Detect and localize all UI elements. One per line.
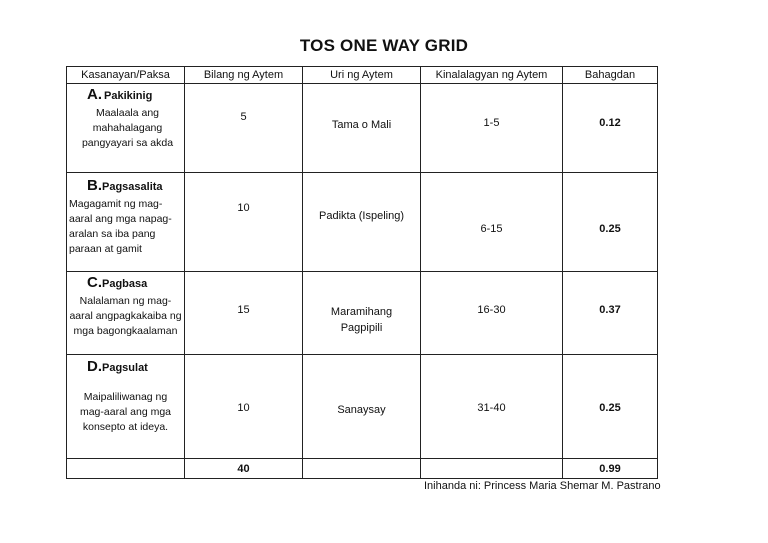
table-row <box>67 173 658 272</box>
topic-name: Pagsulat <box>102 362 148 374</box>
percent-value: 0.37 <box>599 304 621 316</box>
table-row <box>67 355 658 459</box>
percent-cell <box>563 355 658 459</box>
topic-description: Maalaala ang mahahalagang pangyayari sa akda <box>81 107 174 149</box>
type-cell <box>303 84 421 173</box>
items-cell <box>185 84 303 173</box>
totals-label-cell <box>67 459 185 479</box>
topic-letter: B. <box>87 177 102 194</box>
header-bilang: Bilang ng Aytem <box>185 67 303 84</box>
header-uri: Uri ng Aytem <box>303 67 421 84</box>
location-cell <box>421 173 563 272</box>
topic-letter: D. <box>87 358 102 375</box>
topic-cell <box>67 272 185 355</box>
percent-cell <box>563 272 658 355</box>
type-value: Sanaysay <box>337 404 386 416</box>
location-value: 6-15 <box>480 223 503 235</box>
percent-cell <box>563 173 658 272</box>
topic-letter: C. <box>87 274 102 291</box>
percent-cell <box>563 84 658 173</box>
type-value: Tama o Mali <box>331 119 392 131</box>
percent-value: 0.25 <box>599 402 621 414</box>
topic-name: Pakikinig <box>104 90 153 102</box>
topic-description: Magagamit ng mag- aaral ang mga napag- aralan sa iba pang paraan at gamit <box>69 198 172 255</box>
table-row <box>67 272 658 355</box>
topic-name: Pagbasa <box>102 278 148 290</box>
location-cell <box>421 272 563 355</box>
items-value: 10 <box>237 202 250 214</box>
items-cell <box>185 355 303 459</box>
type-value: Padikta (Ispeling) <box>319 210 404 222</box>
totals-empty-cell <box>421 459 563 479</box>
header-row <box>67 67 658 84</box>
header-bahagdan: Bahagdan <box>563 67 658 84</box>
type-value: Maramihang Pagpipili <box>330 306 393 334</box>
topic-cell <box>67 355 185 459</box>
topic-description: Maipaliliwanag ng mag-aaral ang mga konsepto at ideya. <box>79 391 172 433</box>
topic-cell <box>67 173 185 272</box>
percent-value: 0.25 <box>599 223 621 235</box>
total-percent: 0.99 <box>563 459 658 479</box>
type-cell <box>303 272 421 355</box>
items-cell <box>185 173 303 272</box>
location-value: 31-40 <box>477 402 506 414</box>
topic-description: Nalalaman ng mag- aaral angpagkakaiba ng mga bagongkaalaman <box>69 295 182 337</box>
location-cell <box>421 84 563 173</box>
items-value: 15 <box>237 304 250 316</box>
header-kinalalagyan: Kinalalagyan ng Aytem <box>421 67 563 84</box>
header-kasanayan: Kasanayan/Paksa <box>67 67 185 84</box>
page-title: TOS ONE WAY GRID <box>299 36 469 55</box>
total-items: 40 <box>185 459 303 479</box>
location-value: 1-5 <box>483 117 500 129</box>
totals-empty-cell <box>303 459 421 479</box>
topic-name: Pagsasalita <box>102 181 163 193</box>
topic-letter: A. <box>87 86 102 103</box>
location-cell <box>421 355 563 459</box>
topic-cell <box>67 84 185 173</box>
location-value: 16-30 <box>477 304 506 316</box>
tos-table <box>66 66 658 479</box>
prepared-by: Inihanda ni: Princess Maria Shemar M. Pastrano <box>424 480 661 492</box>
totals-row <box>67 459 658 479</box>
percent-value: 0.12 <box>599 117 621 129</box>
items-value: 10 <box>237 402 250 414</box>
items-value: 5 <box>240 111 247 123</box>
items-cell <box>185 272 303 355</box>
type-cell <box>303 355 421 459</box>
table-row <box>67 84 658 173</box>
type-cell <box>303 173 421 272</box>
